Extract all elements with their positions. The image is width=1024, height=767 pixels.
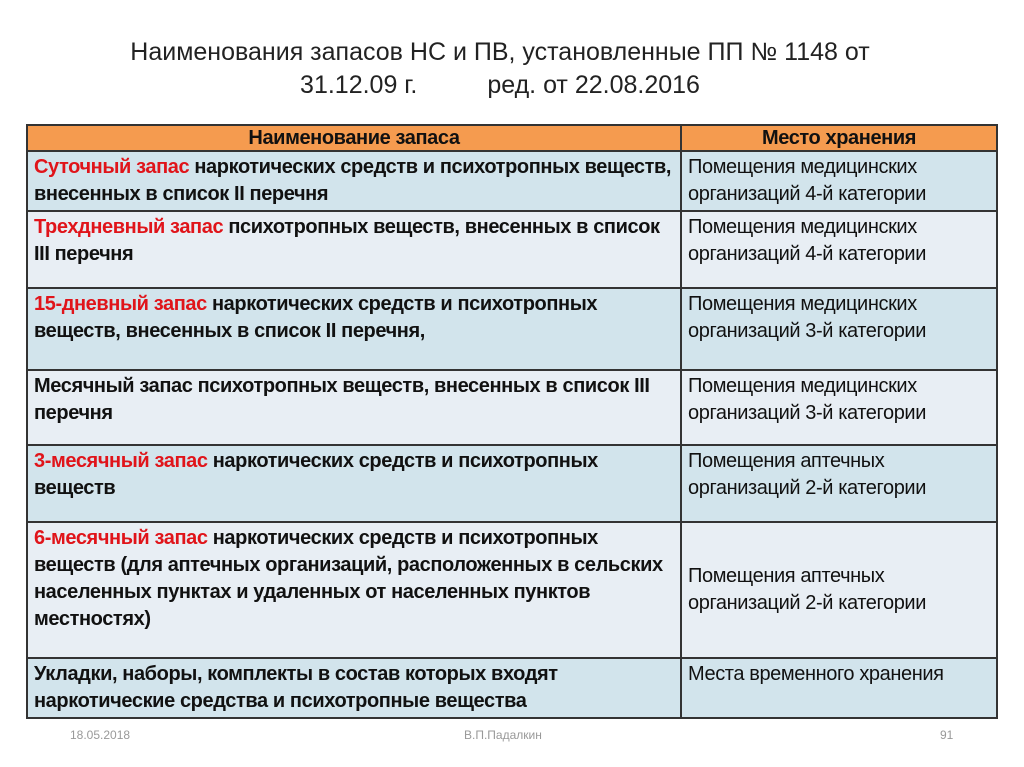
header-name: Наименование запаса	[27, 125, 681, 151]
title-date: 31.12.09 г.	[300, 71, 418, 99]
stock-highlight: Трехдневный запас	[34, 216, 224, 238]
stock-highlight: Суточный запас	[34, 156, 190, 178]
stock-text: наркотических средств и психотропных веществ	[34, 450, 598, 499]
stock-highlight: 3-месячный запас	[34, 450, 208, 472]
footer-date: 18.05.2018	[70, 728, 131, 742]
storage-place: Помещения медицинских организаций 4-й категории	[681, 211, 997, 288]
storage-place: Помещения медицинских организаций 4-й категории	[681, 151, 997, 211]
storage-place: Помещения медицинских организаций 3-й категории	[681, 370, 997, 445]
slide-title	[60, 36, 940, 102]
stock-name	[27, 288, 681, 370]
stock-text: наркотических средств и психотропных веществ (для аптечных организаций, расположенных в сельских населенных пунктах и удаленных от населенных пунктов местностях)	[34, 527, 663, 630]
storage-place: Места временного хранения	[681, 658, 997, 718]
stock-name	[27, 211, 681, 288]
stock-name	[27, 658, 681, 718]
stock-name	[27, 370, 681, 445]
stock-highlight: 6-месячный запас	[34, 527, 208, 549]
stock-text: Месячный запас психотропных веществ, внесенных в список III перечня	[34, 375, 650, 424]
footer-author: В.П.Падалкин	[464, 728, 542, 742]
stock-table	[26, 124, 998, 719]
stock-text: наркотических средств и психотропных веществ, внесенных в список II перечня,	[34, 293, 598, 342]
stock-text: психотропных веществ, внесенных в список III перечня	[34, 216, 660, 265]
table-header	[27, 125, 997, 151]
header-place: Место хранения	[681, 125, 997, 151]
stock-text: наркотических средств и психотропных веществ, внесенных в список II перечня	[34, 156, 672, 205]
table-row	[27, 370, 997, 445]
table-row	[27, 288, 997, 370]
title-revision: ред. от 22.08.2016	[487, 71, 700, 99]
title-line-1: Наименования запасов НС и ПВ, установленные ПП № 1148 от	[130, 38, 870, 66]
table-row	[27, 658, 997, 718]
stock-name	[27, 522, 681, 658]
page-number: 91	[940, 728, 954, 742]
stock-text: Укладки, наборы, комплекты в состав которых входят наркотические средства и психотропные вещества	[34, 663, 558, 712]
storage-place: Помещения медицинских организаций 3-й категории	[681, 288, 997, 370]
table-row	[27, 151, 997, 211]
storage-place: Помещения аптечных организаций 2-й категории	[681, 445, 997, 522]
stock-highlight: 15-дневный запас	[34, 293, 207, 315]
stock-name	[27, 151, 681, 211]
stock-name	[27, 445, 681, 522]
table-row	[27, 211, 997, 288]
table-row	[27, 522, 997, 658]
table-row	[27, 445, 997, 522]
storage-place: Помещения аптечных организаций 2-й категории	[681, 522, 997, 658]
